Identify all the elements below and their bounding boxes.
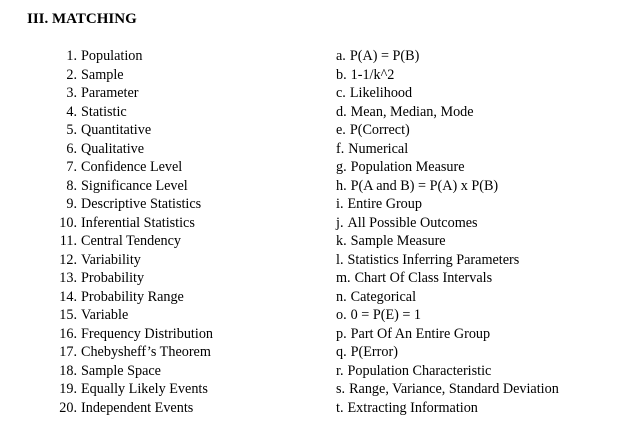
term-number: 16. [59, 325, 77, 342]
definition-text: Numerical [348, 140, 409, 157]
term-text: Central Tendency [81, 233, 181, 249]
term-item [55, 84, 213, 103]
term-number: 7. [66, 159, 77, 175]
term-item [55, 232, 213, 251]
definition-text: Categorical [350, 288, 417, 305]
section-heading: III. MATCHING [27, 11, 137, 27]
term-text: Significance Level [81, 177, 188, 194]
term-number: 17. [59, 344, 77, 360]
definition-letter: n. [336, 288, 347, 305]
terms-list [55, 47, 213, 417]
term-item [55, 380, 213, 399]
term-text: Frequency Distribution [81, 325, 214, 342]
definition-item [336, 325, 559, 344]
term-text: Variable [81, 307, 129, 323]
definition-item [336, 232, 559, 251]
definition-item [336, 177, 559, 196]
term-number: 9. [66, 196, 77, 212]
term-item [55, 158, 213, 177]
term-item [55, 103, 213, 122]
definition-letter: b. [336, 66, 347, 83]
definition-letter: j. [336, 214, 344, 231]
term-number: 18. [59, 362, 77, 379]
definition-letter: e. [336, 122, 346, 138]
term-number: 13. [59, 270, 77, 286]
definition-item [336, 306, 559, 325]
term-number: 19. [59, 381, 77, 397]
definition-letter: g. [336, 159, 347, 175]
definition-item [336, 84, 559, 103]
definition-item [336, 343, 559, 362]
term-item [55, 269, 213, 288]
term-item [55, 343, 213, 362]
definition-item [336, 251, 559, 270]
definition-text: P(Error) [350, 344, 398, 360]
term-text: Qualitative [81, 140, 145, 157]
definition-letter: t. [336, 399, 344, 416]
definition-text: 0 = P(E) = 1 [350, 307, 422, 323]
definition-text: Mean, Median, Mode [350, 103, 474, 120]
definition-item [336, 103, 559, 122]
term-number: 12. [59, 251, 77, 268]
term-number: 5. [66, 122, 77, 138]
term-text: Sample Space [81, 362, 161, 379]
term-text: Equally Likely Events [81, 381, 208, 397]
definition-item [336, 380, 559, 399]
term-text: Probability Range [81, 288, 184, 305]
definition-letter: q. [336, 344, 347, 360]
term-item [55, 140, 213, 159]
definition-text: Range, Variance, Standard Deviation [349, 381, 559, 397]
definition-text: All Possible Outcomes [347, 214, 478, 231]
term-number: 10. [59, 214, 77, 231]
definition-letter: p. [336, 325, 347, 342]
term-number: 14. [59, 288, 77, 305]
term-text: Statistic [81, 103, 127, 120]
definition-item [336, 399, 559, 418]
definition-item [336, 158, 559, 177]
definition-text: Extracting Information [347, 399, 478, 416]
term-number: 3. [66, 85, 77, 101]
definition-letter: o. [336, 307, 347, 323]
term-text: Variability [81, 251, 141, 268]
term-item [55, 214, 213, 233]
term-item [55, 306, 213, 325]
term-item [55, 399, 213, 418]
term-text: Independent Events [81, 399, 194, 416]
definition-text: P(A and B) = P(A) x P(B) [350, 177, 499, 194]
definition-item [336, 47, 559, 66]
term-number: 2. [66, 66, 77, 83]
term-text: Descriptive Statistics [81, 196, 202, 212]
definition-item [336, 269, 559, 288]
definition-letter: s. [336, 381, 346, 397]
definition-item [336, 121, 559, 140]
definition-item [336, 66, 559, 85]
term-item [55, 66, 213, 85]
definition-letter: i. [336, 196, 344, 212]
term-item [55, 177, 213, 196]
term-text: Inferential Statistics [81, 214, 195, 231]
term-number: 8. [66, 177, 77, 194]
definition-item [336, 362, 559, 381]
term-text: Quantitative [81, 122, 152, 138]
definition-letter: f. [336, 140, 345, 157]
definition-letter: k. [336, 233, 347, 249]
definition-letter: m. [336, 270, 351, 286]
definition-item [336, 195, 559, 214]
term-text: Sample [81, 66, 124, 83]
definition-letter: a. [336, 48, 346, 64]
term-text: Population [81, 48, 143, 64]
definition-text: Population Measure [350, 159, 465, 175]
definition-item [336, 288, 559, 307]
term-text: Parameter [81, 85, 139, 101]
term-text: Confidence Level [81, 159, 183, 175]
definition-text: P(Correct) [349, 122, 410, 138]
definition-item [336, 140, 559, 159]
term-item [55, 121, 213, 140]
definition-letter: c. [336, 85, 346, 101]
definition-text: Chart Of Class Intervals [354, 270, 493, 286]
definition-text: Likelihood [349, 85, 413, 101]
term-item [55, 195, 213, 214]
term-number: 15. [59, 307, 77, 323]
term-item [55, 251, 213, 270]
definition-text: Part Of An Entire Group [350, 325, 491, 342]
term-text: Chebysheff’s Theorem [81, 344, 211, 360]
term-number: 20. [59, 399, 77, 416]
definition-item [336, 214, 559, 233]
definition-text: 1-1/k^2 [350, 66, 395, 83]
term-number: 4. [66, 103, 77, 120]
definition-letter: r. [336, 362, 344, 379]
definition-text: Sample Measure [350, 233, 446, 249]
term-number: 11. [59, 233, 77, 249]
term-number: 6. [66, 140, 77, 157]
definition-text: Statistics Inferring Parameters [347, 251, 520, 268]
term-number: 1. [66, 48, 77, 64]
definition-text: P(A) = P(B) [349, 48, 420, 64]
definition-text: Entire Group [347, 196, 422, 212]
term-item [55, 47, 213, 66]
definition-text: Population Characteristic [347, 362, 492, 379]
definition-letter: d. [336, 103, 347, 120]
term-text: Probability [81, 270, 145, 286]
definitions-list [336, 47, 559, 417]
definition-letter: l. [336, 251, 344, 268]
term-item [55, 288, 213, 307]
definition-letter: h. [336, 177, 347, 194]
term-item [55, 325, 213, 344]
term-item [55, 362, 213, 381]
